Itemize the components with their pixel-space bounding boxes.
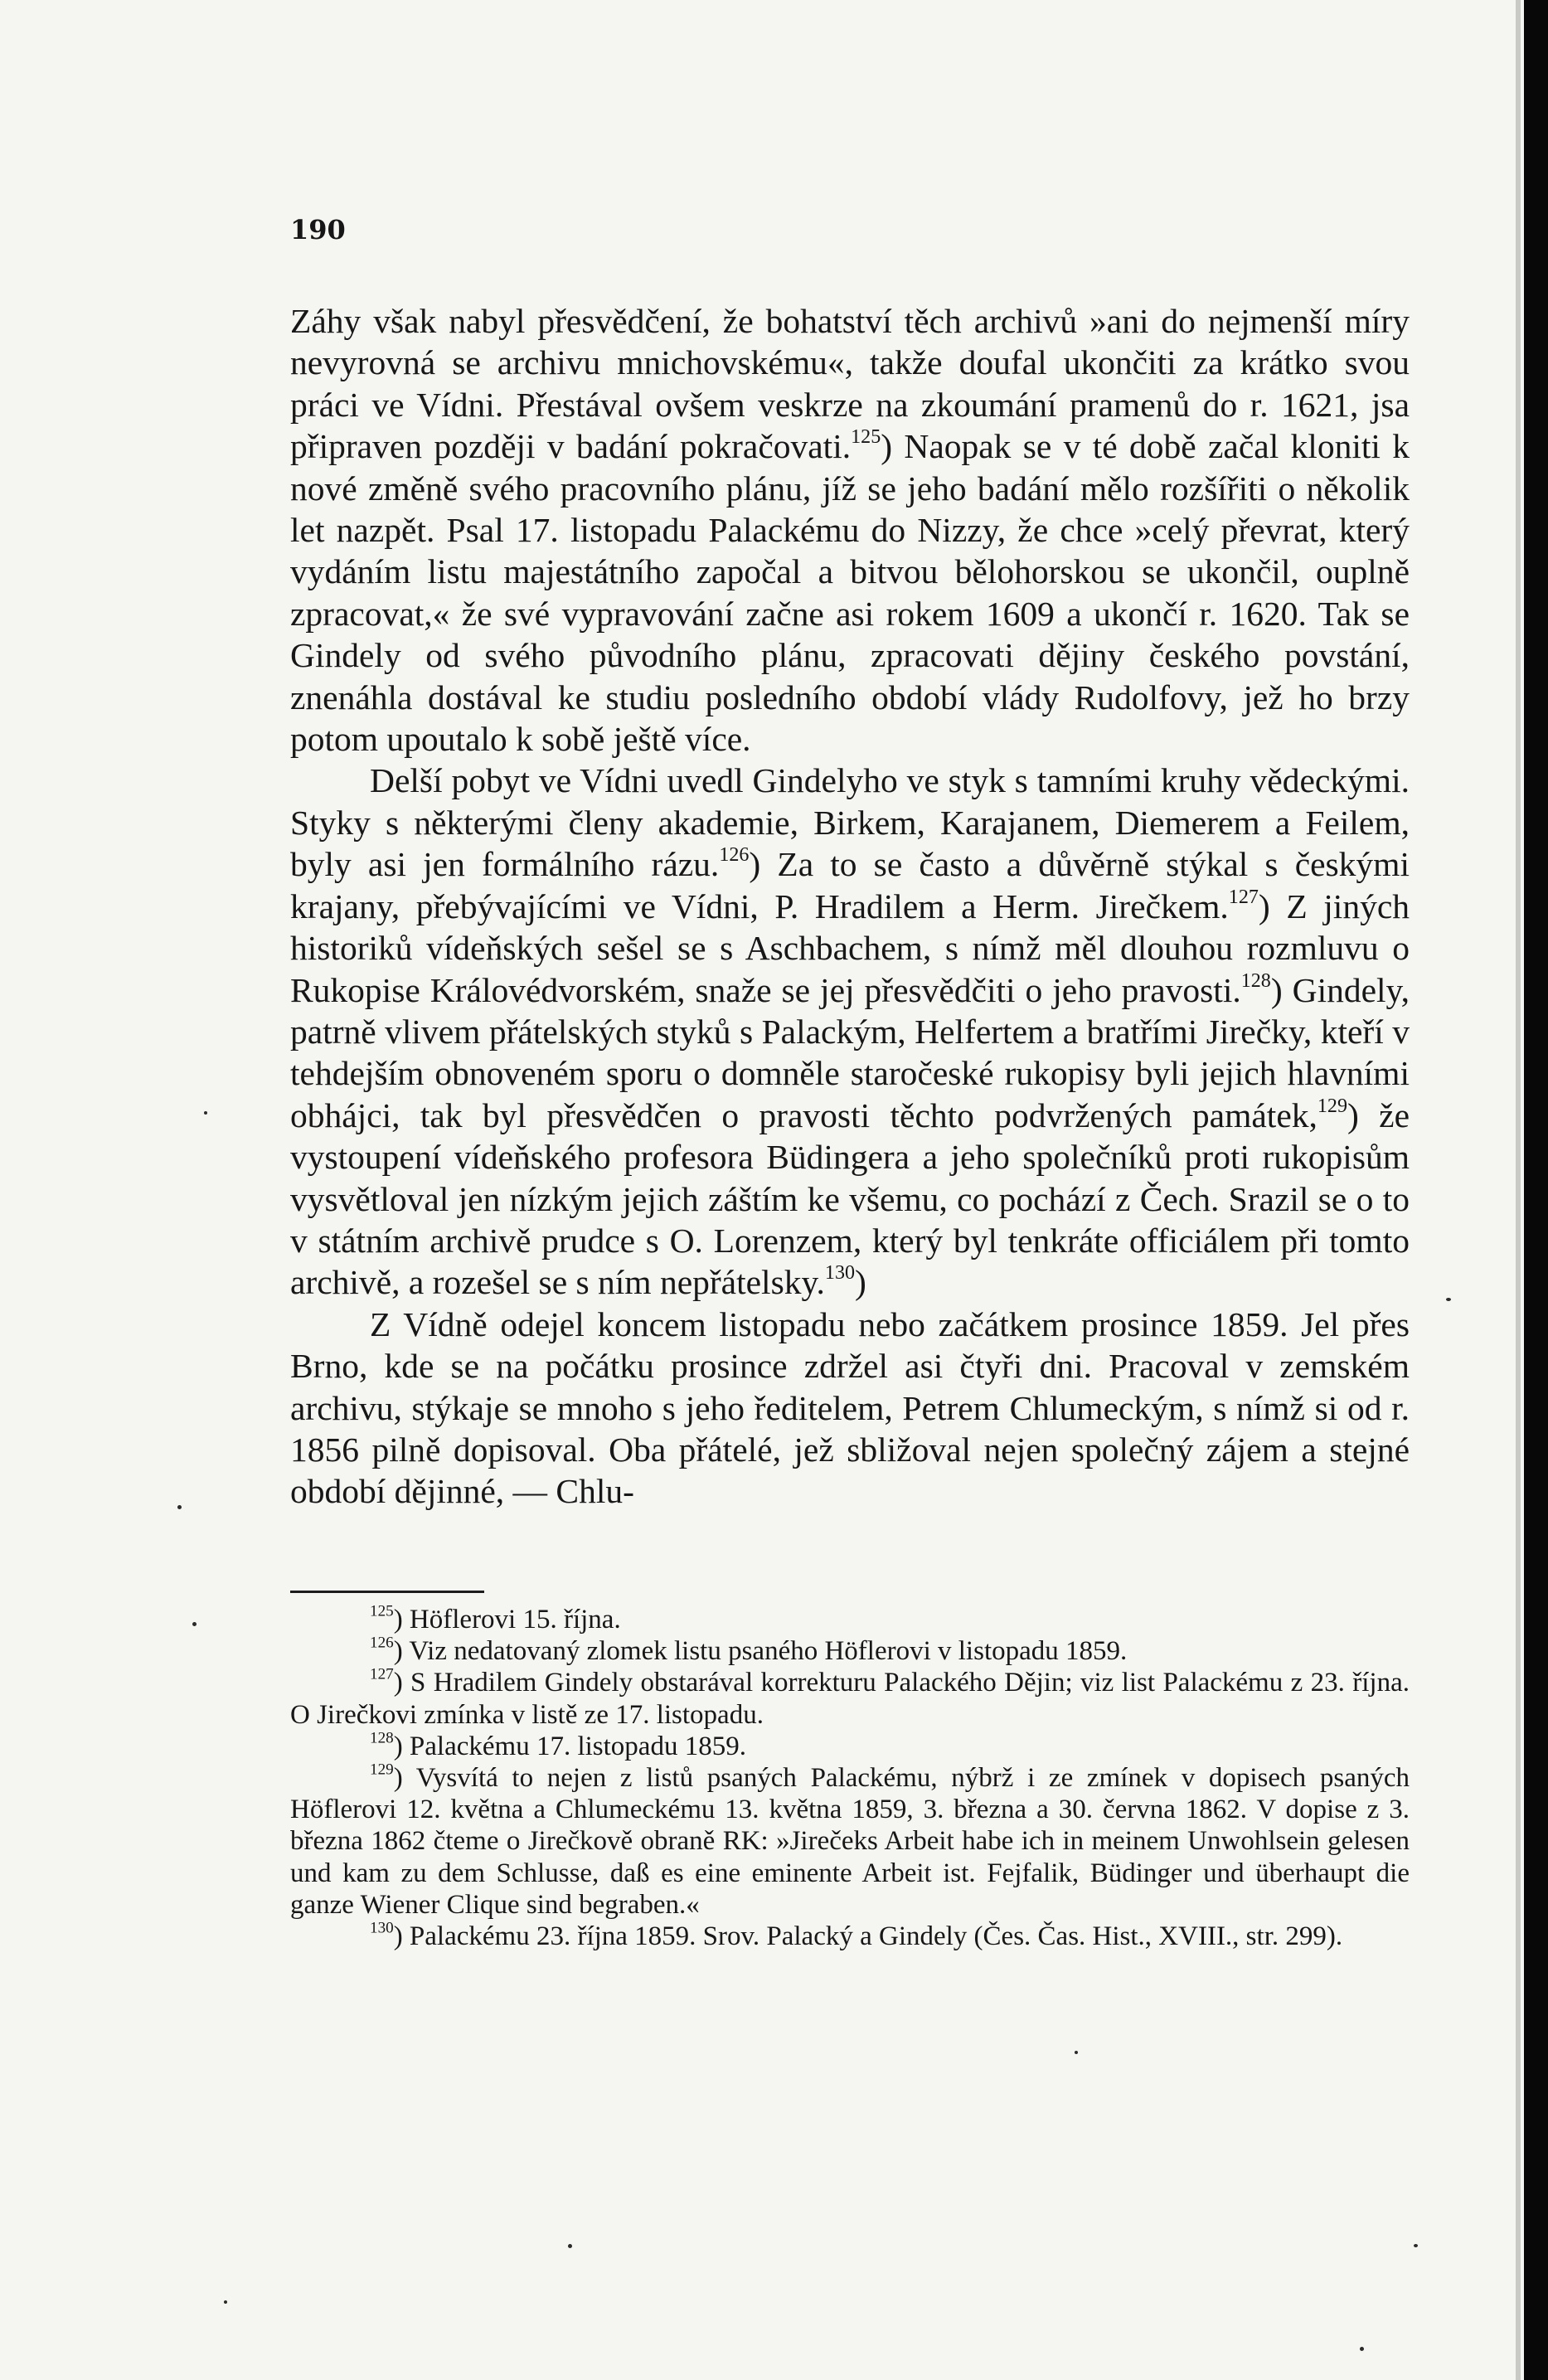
text-run: ) xyxy=(855,1263,866,1302)
footnote xyxy=(290,1667,1410,1730)
footnote-divider xyxy=(290,1591,484,1593)
footnote-number: 126 xyxy=(370,1634,394,1652)
footnote-text: ) S Hradilem Gindely obstarával korrekturu Palackého Dějin; viz list Palackému z 23. října. O Jirečkovi zmínka v listě ze 17. listopadu. xyxy=(290,1668,1410,1730)
text-run: ) Naopak se v té době začal kloniti k nové změně svého pracovního plánu, jíž se jeho badání mělo rozšířiti o několik let nazpět. Psal 17. listopadu Palackému do Nizzy, že chce »celý převrat, který vydáním listu majestátního započal a bitvou bělohorskou se ukončil, ouplně zpracovat,« že své vypravování začne asi rokem 1609 a ukončí r. 1620. Tak se Gindely od svého původního plánu, zpracovati dějiny českého povstání, znenáhla dostával ke studiu posledního období vlády Rudolfovy, jež ho brzy potom upoutalo k sobě ještě více. xyxy=(290,427,1410,759)
scan-speck xyxy=(177,1505,182,1509)
page-number: 190 xyxy=(290,214,346,245)
footnote-reference: 130 xyxy=(824,1262,856,1285)
scan-speck xyxy=(192,1622,197,1626)
text-run: ) Z jiných historiků vídeňských sešel se s Aschbachem, s nímž měl dlouhou rozmluvu o Rukopise Královédvorském, snaže se jej přesvědčiti o jeho pravosti. xyxy=(290,886,1410,1009)
text-run: ) že vystoupení vídeňského profesora Büdingera a jeho společníků proti rukopisům vysvětloval jen nízkým jejich záštím ke všemu, co pochází z Čech. Srazil se o to v státním archivě prudce s O. Lorenzem, který byl tenkráte officiálem při tomto archivě, a rozešel se s ním nepřátelsky. xyxy=(290,1095,1410,1302)
footnote-number: 128 xyxy=(370,1729,394,1747)
footnote-reference: 126 xyxy=(719,844,750,867)
footnote-reference: 125 xyxy=(851,426,881,449)
body-paragraph xyxy=(290,1304,1410,1513)
footnote-number: 129 xyxy=(370,1761,394,1779)
footnote-number: 130 xyxy=(370,1919,394,1937)
page-edge-line xyxy=(1516,0,1521,2380)
footnote xyxy=(290,1731,1410,1762)
footnote-text: ) Palackému 17. listopadu 1859. xyxy=(393,1731,746,1761)
footnote xyxy=(290,1604,1410,1635)
scan-speck xyxy=(224,2300,227,2304)
footnote xyxy=(290,1762,1410,1921)
text-run: ) Za to se často a důvěrně stýkal s českými krajany, přebývajícími ve Vídni, P. Hradilem a Herm. Jirečkem. xyxy=(290,845,1410,925)
footnote-number: 125 xyxy=(370,1602,394,1620)
footnote-text: ) Palackému 23. října 1859. Srov. Palacký a Gindely (Čes. Čas. Hist., XVIII., str. 299). xyxy=(393,1921,1343,1952)
scan-speck xyxy=(1414,2244,1418,2247)
footnote xyxy=(290,1635,1410,1667)
text-run: Z Vídně odejel koncem listopadu nebo začátkem prosince 1859. Jel přes Brno, kde se na počátku prosince zdržel asi čtyři dni. Pracoval v zemském archivu, stýkaje se mnoho s jeho ředitelem, Petrem Chlumeckým, s nímž si od r. 1856 pilně dopisoval. Oba přátelé, jež sbližoval nejen společný zájem a stejné období dějinné, — Chlu- xyxy=(290,1304,1410,1511)
scan-speck xyxy=(1075,2051,1078,2054)
footnote-reference: 128 xyxy=(1240,969,1271,992)
footnote-text: ) Viz nedatovaný zlomek listu psaného Höflerovi v listopadu 1859. xyxy=(393,1636,1128,1667)
footnote-text: ) Vysvítá to nejen z listů psaných Palackému, nýbrž i ze zmínek v dopisech psaných Höflerovi 12. května a Chlumeckému 13. května 1859, 3. března a 30. června 1862. V dopise z 3. března 1862 čteme o Jirečkově obraně RK: »Jirečeks Arbeit habe ich in meinem Unwohlsein gelesen und kam zu dem Schlusse, daß es eine eminente Arbeit ist. Fejfalik, Büdinger und überhaupt die ganze Wiener Clique sind begraben.« xyxy=(290,1763,1410,1920)
text-run: ) Gindely, patrně vlivem přátelských styků s Palackým, Helfertem a bratřími Jirečky, kteří v tehdejším obnoveném sporu o domněle staročeské rukopisy byli jejich hlavními obhájci, tak byl přesvědčen o pravosti těchto podvržených památek, xyxy=(290,970,1410,1134)
body-paragraph xyxy=(290,300,1410,760)
text-run: Záhy však nabyl přesvědčení, že bohatství těch archivů »ani do nejmenší míry nevyrovná se archivu mnichovskému«, takže doufal ukončiti za krátko svou práci ve Vídni. Přestával ovšem veskrze na zkoumání pramenů do r. 1621, jsa připraven později v badání pokračovati. xyxy=(290,302,1410,466)
scan-speck xyxy=(204,1111,207,1115)
scan-speck xyxy=(1446,1298,1451,1301)
footnotes xyxy=(290,1604,1410,1952)
body-paragraph xyxy=(290,760,1410,1303)
scan-speck xyxy=(568,2244,572,2248)
footnote-number: 127 xyxy=(370,1666,394,1684)
body-text xyxy=(290,300,1410,1513)
footnote-reference: 129 xyxy=(1317,1095,1347,1117)
text-run: Delší pobyt ve Vídni uvedl Gindelyho ve styk s tamními kruhy vědeckými. Styky s některými členy akademie, Birkem, Karajanem, Diemerem a Feilem, byly asi jen formálního rázu. xyxy=(290,761,1410,884)
footnote xyxy=(290,1921,1410,1952)
footnote-reference: 127 xyxy=(1228,886,1259,908)
footnote-text: ) Höflerovi 15. října. xyxy=(393,1605,621,1634)
scan-margin xyxy=(1524,0,1548,2380)
scan-speck xyxy=(1360,2347,1364,2351)
